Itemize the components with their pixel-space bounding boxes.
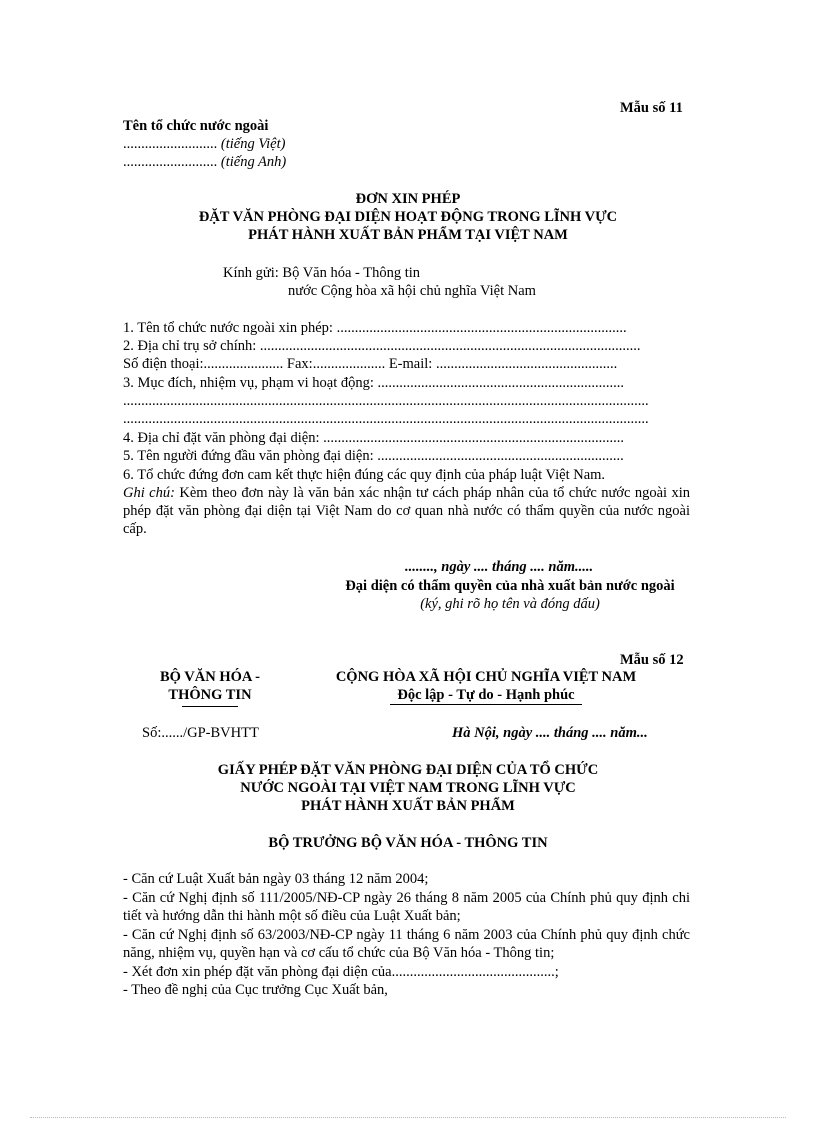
minister-heading: BỘ TRƯỞNG BỘ VĂN HÓA - THÔNG TIN	[268, 835, 548, 851]
form-11-number: Mẫu số 11	[620, 100, 683, 116]
republic-name: CỘNG HÒA XÃ HỘI CHỦ NGHĨA VIỆT NAM	[335, 669, 637, 685]
form-11-date-line: ........, ngày .... tháng .... năm.....	[405, 559, 594, 575]
ministry-name-2: THÔNG TIN	[168, 687, 252, 703]
field-purpose-cont-2: .................................................................................................................................................	[123, 411, 649, 427]
legal-basis-2: - Căn cứ Nghị định số 111/2005/NĐ-CP ngày 26 tháng 8 năm 2005 của Chính phủ quy định chi tiết và hướng dẫn thi hành một số điều của Luật Xuất bản;	[123, 890, 690, 924]
form-11-title-2: ĐẶT VĂN PHÒNG ĐẠI DIỆN HOẠT ĐỘNG TRONG LĨNH VỰC	[198, 209, 618, 225]
document-number: Số:....../GP-BVHTT	[142, 725, 259, 741]
form-12-number: Mẫu số 12	[620, 652, 684, 668]
signer-note: (ký, ghi rõ họ tên và đóng dấu)	[420, 596, 600, 612]
org-name-en-line	[123, 153, 286, 171]
org-name-vi-line	[123, 135, 285, 153]
form-12-title-1: GIẤY PHÉP ĐẶT VĂN PHÒNG ĐẠI DIỆN CỦA TỔ CHỨC	[217, 762, 599, 778]
legal-basis-3: - Căn cứ Nghị định số 63/2003/NĐ-CP ngày 11 tháng 6 năm 2003 của Chính phủ quy định chức năng, nhiệm vụ, quyền hạn và cơ cấu tổ chức của Bộ Văn hóa - Thông tin;	[123, 927, 690, 961]
signer-title: Đại diện có thẩm quyền của nhà xuất bản nước ngoài	[345, 578, 675, 594]
place-date: Hà Nội, ngày .... tháng .... năm...	[452, 725, 648, 741]
ministry-underline	[182, 706, 238, 707]
org-name-en-dots: ..........................	[123, 154, 218, 170]
national-motto: Độc lập - Tự do - Hạnh phúc	[397, 687, 575, 703]
form-12-title-2: NƯỚC NGOÀI TẠI VIỆT NAM TRONG LĨNH VỰC	[240, 780, 576, 796]
field-head-office: 2. Địa chỉ trụ sở chính: .........................................................................................................	[123, 338, 641, 354]
field-commitment: 6. Tổ chức đứng đơn cam kết thực hiện đúng các quy định của pháp luật Việt Nam.	[123, 467, 606, 483]
field-contact: Số điện thoại:...................... Fax:.................... E-mail: ..................................................	[123, 356, 618, 372]
form-11-title-1: ĐƠN XIN PHÉP	[355, 191, 461, 207]
legal-basis-1: - Căn cứ Luật Xuất bản ngày 03 tháng 12 năm 2004;	[123, 871, 429, 887]
field-head-person: 5. Tên người đứng đầu văn phòng đại diện: ....................................................................	[123, 448, 624, 464]
org-name-vi-label: (tiếng Việt)	[220, 136, 286, 152]
recipient-line-2: nước Cộng hòa xã hội chủ nghĩa Việt Nam	[288, 283, 536, 299]
page-bottom-divider	[30, 1117, 786, 1118]
legal-basis-4: - Xét đơn xin phép đặt văn phòng đại diện của.............................................;	[123, 964, 559, 980]
note-paragraph	[123, 484, 690, 538]
form-12-title-3: PHÁT HÀNH XUẤT BẢN PHẨM	[301, 798, 515, 814]
org-name-vi-dots: ..........................	[123, 136, 218, 152]
form-11-title-3: PHÁT HÀNH XUẤT BẢN PHẨM TẠI VIỆT NAM	[248, 227, 568, 243]
org-name-en-label: (tiếng Anh)	[220, 154, 287, 170]
motto-underline	[390, 704, 582, 705]
note-label: Ghi chú:	[123, 485, 175, 501]
ministry-name-1: BỘ VĂN HÓA -	[159, 669, 261, 685]
note-text: Kèm theo đơn này là văn bản xác nhận tư cách pháp nhân của tổ chức nước ngoài xin phép đặt văn phòng đại diện tại Việt Nam do cơ quan nhà nước có thẩm quyền của nước ngoài cấp.	[123, 485, 690, 537]
field-office-address: 4. Địa chỉ đặt văn phòng đại diện: ...................................................................................	[123, 430, 625, 446]
field-org-name: 1. Tên tổ chức nước ngoài xin phép: ................................................................................	[123, 320, 627, 336]
recipient-line-1: Kính gửi: Bộ Văn hóa - Thông tin	[223, 265, 421, 281]
field-purpose: 3. Mục đích, nhiệm vụ, phạm vi hoạt động: ....................................................................	[123, 375, 625, 391]
org-heading: Tên tổ chức nước ngoài	[123, 118, 269, 134]
field-purpose-cont-1: .................................................................................................................................................	[123, 393, 649, 409]
legal-basis-5: - Theo đề nghị của Cục trưởng Cục Xuất bản,	[123, 982, 388, 998]
